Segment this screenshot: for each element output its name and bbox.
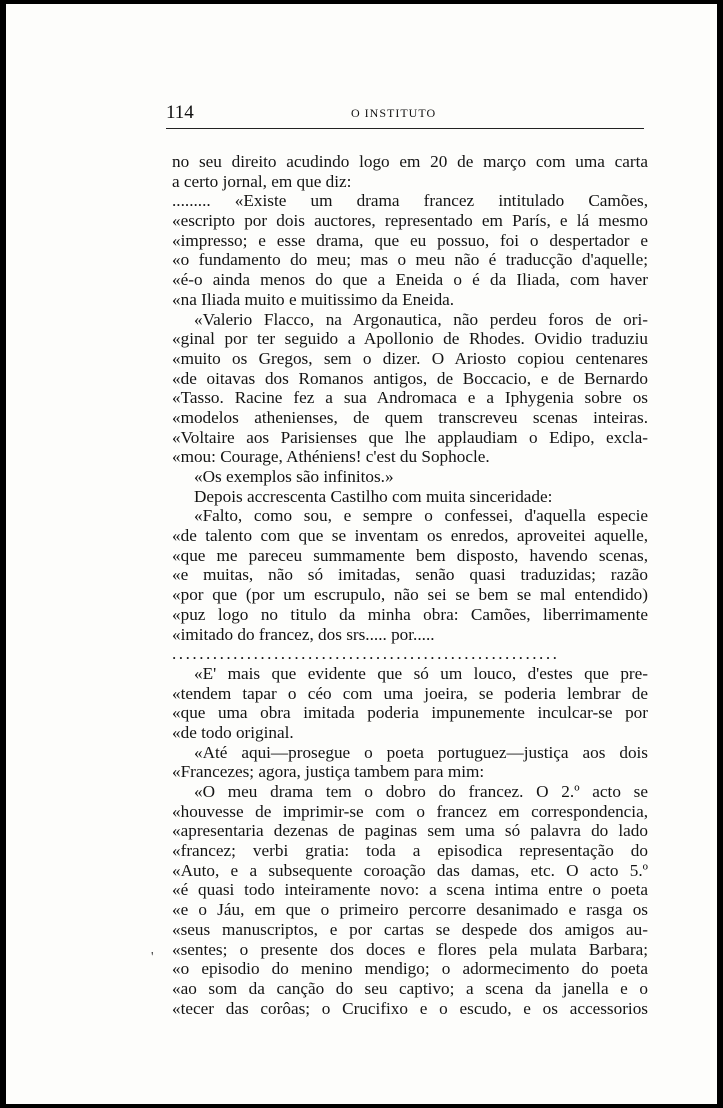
text-line: «Os exemplos são infinitos.» [194, 467, 394, 486]
text-line: «sentes; o presente dos doces e flores pela mulata Barbara; [172, 939, 648, 959]
text-line: «tendem tapar o céo com uma joeira, se poderia lembrar de [172, 683, 648, 703]
text-line: «o fundamento do meu; mas o meu não é traducção d'aquelle; [172, 250, 648, 270]
text-line: ......... «Existe um drama francez intitulado Camões, [172, 191, 648, 211]
running-header [166, 102, 646, 128]
text-line: «O meu drama tem o dobro do francez. O 2.º acto se [194, 782, 648, 801]
text-line: «na Iliada muito e muitissimo da Eneida. [172, 289, 455, 309]
text-line: «e o Jáu, em que o primeiro percorre desanimado e rasga os [172, 900, 648, 920]
text-line: «de talento com que se inventam os enredos, aproveitei aquelle, [172, 526, 648, 546]
text-line: «é-o ainda menos do que a Eneida o é da Iliada, com haver [172, 270, 648, 290]
text-line: «o episodio do menino mendigo; o adormecimento do poeta [172, 959, 648, 979]
text-line: «E' mais que evidente que só um louco, d'estes que pre- [194, 663, 648, 683]
text-line: «Valerio Flacco, na Argonautica, não perdeu foros de ori- [194, 309, 648, 329]
text-line: «impresso; e esse drama, que eu possuo, foi o despertador e [172, 230, 648, 250]
text-line: «Falto, como sou, e sempre o confessei, d'aquella especie [194, 506, 648, 526]
text-line: «houvesse de imprimir-se com o francez em correspondencia, [172, 801, 648, 821]
text-line: «que me pareceu summamente bem disposto, havendo scenas, [172, 545, 648, 565]
text-line: ......................................................... [172, 644, 560, 664]
text-line: a certo jornal, em que diz: [172, 171, 352, 191]
text-line: no seu direito acudindo logo em 20 de março com uma carta [172, 152, 648, 171]
text-line: «imitado do francez, dos srs..... por..... [172, 624, 435, 644]
page-number: 114 [166, 102, 194, 123]
text-line: «puz logo no titulo da minha obra: Camões, liberrimamente [172, 604, 648, 624]
page-sheet [6, 4, 717, 1104]
header-rule [166, 128, 644, 129]
text-line: «escripto por dois auctores, representado em París, e lá mesmo [172, 211, 648, 231]
text-line: «seus manuscriptos, e por cartas se despede dos amigos au- [172, 919, 648, 939]
text-line: Depois accrescenta Castilho com muita sinceridade: [194, 486, 553, 506]
text-line: «apresentaria dezenas de paginas sem uma só palavra do lado [172, 821, 648, 841]
text-line: «ao som da canção do seu captivo; a scena da janella e o [172, 978, 648, 998]
text-line: «por que (por um escrupulo, não sei se bem se mal entendido) [172, 585, 648, 605]
text-line: «de oitavas dos Romanos antigos, de Boccacio, e de Bernardo [172, 368, 648, 388]
text-line: «e muitas, não só imitadas, senão quasi traduzidas; razão [172, 565, 648, 585]
text-line: «de todo original. [172, 722, 294, 742]
margin-mark: ' [151, 950, 154, 965]
text-line: «ginal por ter seguido a Apollonio de Rhodes. Ovidio traduziu [172, 329, 648, 349]
text-line: «Tasso. Racine fez a sua Andromaca e a Iphygenia sobre os [172, 388, 648, 408]
text-line: «Voltaire aos Parisienses que lhe applaudiam o Edipo, excla- [172, 427, 648, 447]
text-line: «Francezes; agora, justiça tambem para mim: [172, 762, 485, 782]
text-line: «é quasi todo inteiramente novo: a scena intima entre o poeta [172, 880, 648, 900]
text-line: «Até aqui—prosegue o poeta portuguez—justiça aos dois [194, 742, 648, 762]
body-text [172, 152, 648, 1018]
text-line: «Auto, e a subsequente coroação das damas, etc. O acto 5.º [172, 860, 648, 880]
text-line: «tecer das corôas; o Crucifixo e o escudo, e os accessorios [172, 998, 648, 1018]
text-line: «que uma obra imitada poderia impunemente inculcar-se por [172, 703, 648, 723]
text-line: «muito os Gregos, sem o dizer. O Ariosto copiou centenares [172, 348, 648, 368]
text-line: «francez; verbi gratia: toda a episodica representação do [172, 841, 648, 861]
text-line: «mou: Courage, Athéniens! c'est du Sophocle. [172, 447, 490, 467]
running-head-title: O INSTITUTO [351, 106, 437, 120]
text-line: «modelos athenienses, de quem transcreveu scenas inteiras. [172, 407, 648, 427]
